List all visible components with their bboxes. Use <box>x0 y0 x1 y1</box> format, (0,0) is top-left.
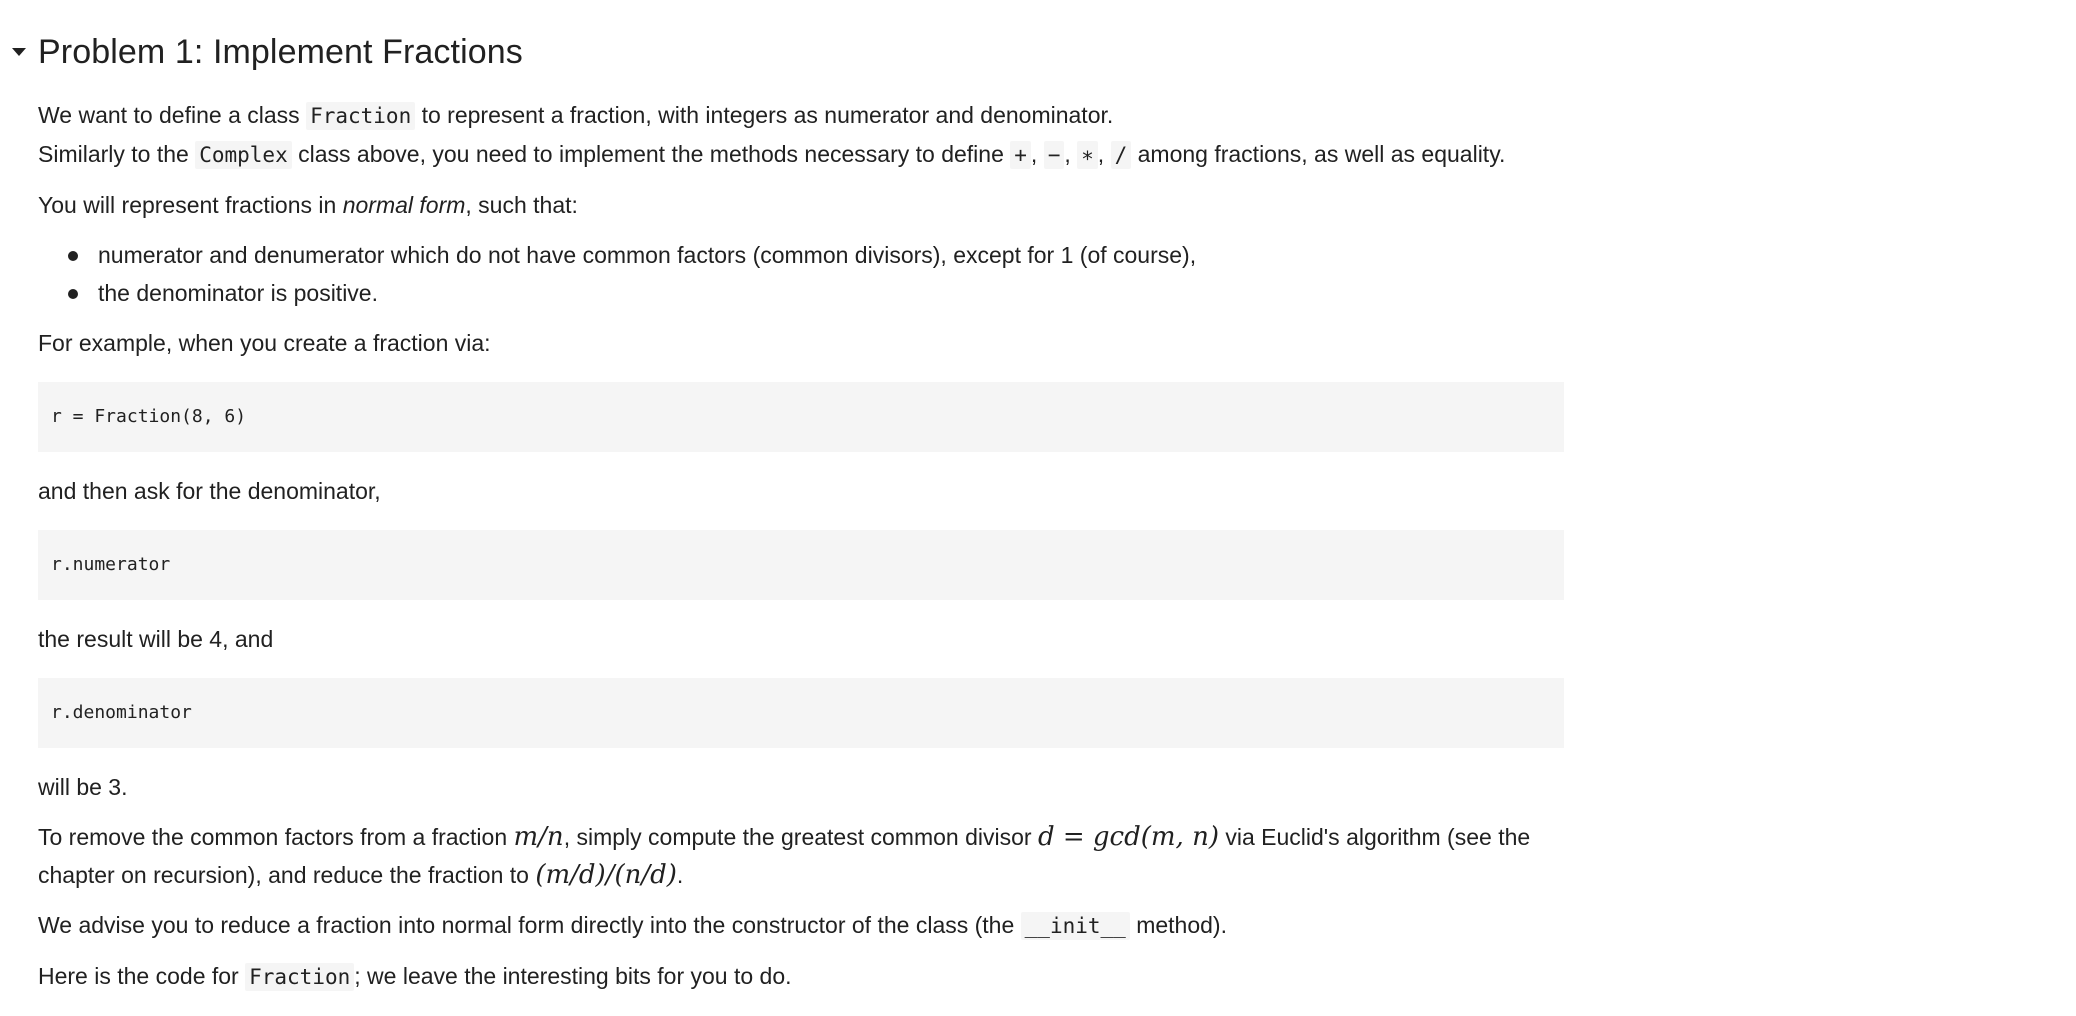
operator-minus: − <box>1044 141 1065 169</box>
section-title: Problem 1: Implement Fractions <box>38 32 523 71</box>
intro-line-1: We want to define a class Fraction to represent a fraction, with integers as numerator and denominator. <box>38 102 1114 128</box>
will-be-text: will be 3. <box>38 774 128 800</box>
code-block-numerator: r.numerator <box>38 530 1564 600</box>
math-reduced-fraction: (m/d)/(n/d) <box>535 860 677 890</box>
result-text: the result will be 4, and <box>38 626 274 652</box>
bullet-icon <box>68 251 78 261</box>
list-item: numerator and denumerator which do not have common factors (common divisors), except for 1 (of course), <box>98 236 1578 274</box>
intro-line-2: Similarly to the Complex class above, you need to implement the methods necessary to define + , − , ∗ , / among fractions, as well as equality. <box>38 141 1506 167</box>
code-block-create: r = Fraction(8, 6) <box>38 382 1564 452</box>
here-paragraph: Here is the code for Fraction ; we leave the interesting bits for you to do. <box>38 963 792 989</box>
operator-times: ∗ <box>1077 141 1098 169</box>
caret-down-icon[interactable] <box>0 28 38 76</box>
ask-denominator-text: and then ask for the denominator, <box>38 478 381 504</box>
advise-paragraph: We advise you to reduce a fraction into normal form directly into the constructor of the class (the __init__ method). <box>38 912 1227 938</box>
bullet-icon <box>68 289 78 299</box>
remove-factors-paragraph: To remove the common factors from a fraction m/n, simply compute the greatest common divisor d = gcd(m, n) via Euclid's algorithm (see the chapter on recursion), and reduce the fraction to (m/d)/(n/d). <box>38 822 1531 890</box>
inline-code-init: __init__ <box>1021 912 1130 940</box>
math-gcd: d = gcd(m, n) <box>1037 822 1219 852</box>
inline-code-fraction: Fraction <box>306 102 415 130</box>
operator-div: / <box>1111 141 1132 169</box>
inline-code-fraction-2: Fraction <box>245 963 354 991</box>
inline-code-complex: Complex <box>195 141 292 169</box>
list-item: the denominator is positive. <box>98 274 1578 312</box>
normal-form-emphasis: normal form <box>342 192 466 218</box>
normal-form-paragraph: You will represent fractions in normal form, such that: <box>38 192 578 218</box>
section-header <box>0 28 523 76</box>
operator-plus: + <box>1010 141 1031 169</box>
code-block-denominator: r.denominator <box>38 678 1564 748</box>
example-intro: For example, when you create a fraction via: <box>38 330 491 356</box>
markdown-cell <box>38 96 1578 1008</box>
normal-form-list <box>38 236 1578 312</box>
math-m-over-n: m/n <box>513 822 564 852</box>
